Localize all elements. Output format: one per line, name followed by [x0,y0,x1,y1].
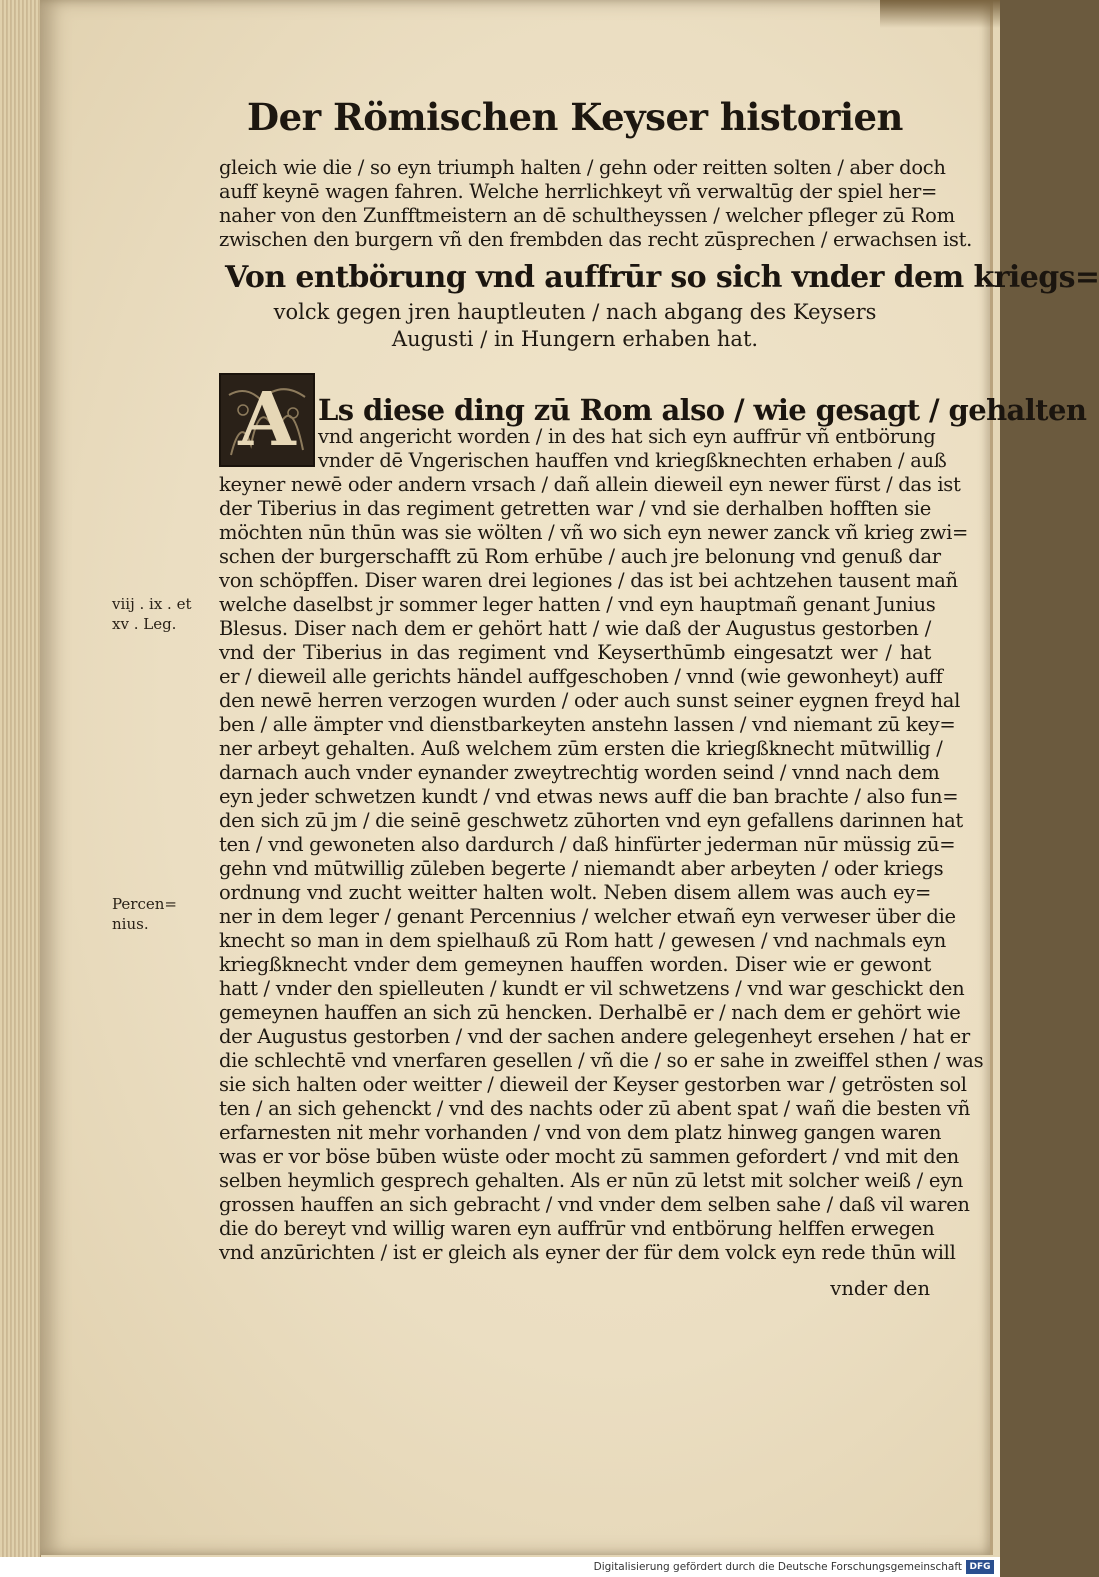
body-line: knecht so man in dem spielhauß zū Rom hatt / gewesen / vnd nachmals eyn [219,929,947,952]
body-line: gemeynen hauffen an sich zū hencken. Derhalbē er / nach dem er gehört wie [219,1001,961,1024]
margin-note-percennius-2: nius. [112,915,149,933]
body-line: keyner newē oder andern vrsach / dañ allein dieweil eyn newer fürst / das ist [219,473,961,496]
body-line: gehn vnd mūtwillig zūleben begerte / niemandt aber arbeyten / oder kriegs [219,857,944,880]
body-line: Blesus. Diser nach dem er gehört hatt / wie daß der Augustus gestorben / [219,617,931,640]
body-line: schen der burgerschafft zū Rom erhūbe / auch jre belonung vnd genuß dar [219,545,941,568]
dfg-logo-icon: DFG [966,1560,994,1574]
body-line: was er vor böse būben wüste oder mocht zū sammen gefordert / vnd mit den [219,1145,959,1168]
chapter-heading-line-3: Augusti / in Hungern erhaben hat. [391,327,759,351]
body-line: von schöpffen. Diser waren drei legiones / das ist bei achtzehen tausent mañ [219,569,958,592]
page-edges [0,0,41,1560]
body-line: erfarnesten nit mehr vorhanden / vnd von dem platz hinweg gangen waren [219,1121,942,1144]
body-line: vnd angericht worden / in des hat sich eyn auffrūr vñ entbörung [318,425,936,448]
body-line: ordnung vnd zucht weitter halten wolt. Neben disem allem was auch ey= [219,881,931,904]
initial-letter: A [238,377,296,463]
body-line: ten / an sich gehenckt / vnd des nachts oder zū abent spat / wañ die besten vñ [219,1097,970,1120]
intro-line: zwischen den burgern vñ den frembden das recht zūsprechen / erwachsen ist. [219,228,973,251]
body-line: vnd der Tiberius in das regiment vnd Keyserthūmb eingesatzt wer / hat [219,641,931,664]
body-line: die schlechtē vnd vnerfaren gesellen / vñ die / so er sahe in zweiffel sthen / was [219,1049,984,1072]
body-line: er / dieweil alle gerichts händel auffgeschoben / vnnd (wie gewonheyt) auff [219,665,943,688]
body-line: ben / alle ämpter vnd dienstbarkeyten anstehn lassen / vnd niemant zū key= [219,713,956,736]
body-line: welche daselbst jr sommer leger hatten / vnd eyn hauptmañ genant Junius [219,593,936,616]
running-head: Der Römischen Keyser historien [247,95,903,139]
chapter-heading-line-1: Von entbörung vnd auffrūr so sich vnder dem kriegs= [225,260,1099,295]
margin-note-legions-1: viij . ix . et [112,595,192,613]
body-line: sie sich halten oder weitter / dieweil der Keyser gestorben war / getrösten sol [219,1073,967,1096]
body-line: ner arbeyt gehalten. Auß welchem zūm ersten die kriegßknecht mūtwillig / [219,737,943,760]
first-body-line: Ls diese ding zū Rom also / wie gesagt / gehalten [318,393,1087,427]
body-line: kriegßknecht vnder dem gemeynen hauffen worden. Diser wie er gewont [219,953,931,976]
body-line: der Tiberius in das regiment getretten war / vnd sie derhalben hofften sie [219,497,931,520]
decorated-initial [219,373,315,467]
binding-stain [880,0,1000,28]
body-line: grossen hauffen an sich gebracht / vnd vnder dem selben sahe / daß vil waren [219,1193,970,1216]
body-line: den sich zū jm / die seinē geschwetz zūhorten vnd eyn gefallens darinnen hat [219,809,963,832]
body-line: den newē herren verzogen wurden / oder auch sunst seiner eygnen freyd hal [219,689,961,712]
body-line: darnach auch vnder eynander zweytrechtig worden seind / vnnd nach dem [219,761,940,784]
body-line: ner in dem leger / genant Percennius / welcher etwañ eyn verweser über die [219,905,956,928]
margin-note-percennius-1: Percen= [112,895,177,913]
margin-note-legions-2: xv . Leg. [112,615,177,633]
intro-line: auff keynē wagen fahren. Welche herrlichkeyt vñ verwaltūg der spiel her= [219,180,938,203]
intro-line: naher von den Zunfftmeistern an dē schultheyssen / welcher pfleger zū Rom [219,204,955,227]
body-line: die do bereyt vnd willig waren eyn auffrūr vnd entbörung helffen erwegen [219,1217,935,1240]
body-line: der Augustus gestorben / vnd der sachen andere gelegenheyt ersehen / hat er [219,1025,970,1048]
body-line: eyn jeder schwetzen kundt / vnd etwas news auff die ban brachte / also fun= [219,785,959,808]
body-line: möchten nūn thūn was sie wölten / vñ wo sich eyn newer zanck vñ krieg zwi= [219,521,969,544]
intro-line: gleich wie die / so eyn triumph halten / gehn oder reitten solten / aber doch [219,156,946,179]
body-line: hatt / vnder den spielleuten / kundt er vil schwetzens / vnd war geschickt den [219,977,965,1000]
funding-credit: Digitalisierung gefördert durch die Deutsche Forschungsgemeinschaft [593,1561,962,1573]
chapter-heading-line-2: volck gegen jren hauptleuten / nach abgang des Keysers [273,300,877,324]
body-line: vnd anzūrichten / ist er gleich als eyner der für dem volck eyn rede thūn will [219,1241,956,1264]
body-line: selben heymlich gesprech gehalten. Als er nūn zū letst mit solcher weiß / eyn [219,1169,964,1192]
catchword: vnder den [830,1277,930,1300]
body-line: ten / vnd gewoneten also dardurch / daß hinfürter jederman nūr müssig zū= [219,833,956,856]
body-line: vnder dē Vngerischen hauffen vnd kriegßknechten erhaben / auß [318,449,947,472]
